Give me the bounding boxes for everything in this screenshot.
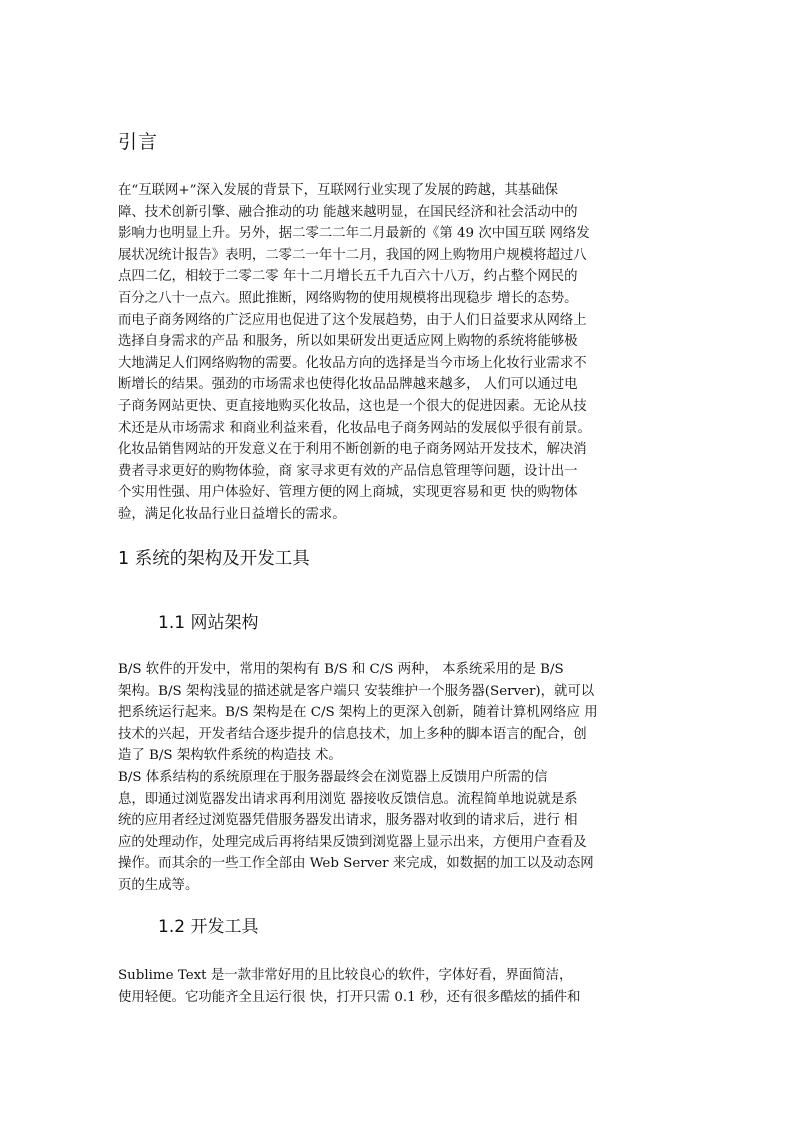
intro-line: 费者寻求更好的购物体验，商 家寻求更有效的产品信息管理等问题，设计出一	[118, 463, 578, 479]
intro-line: 障、技术创新引擎、融合推动的功 能越来越明显，在国民经济和社会活动中的	[118, 204, 578, 220]
intro-line: 影响力也明显上升。另外，据二零二二年二月最新的《第 49 次中国互联 网络发	[118, 226, 590, 242]
intro-line: 展状况统计报告》表明，二零二一年十二月，我国的网上购物用户规模将超过八	[118, 247, 587, 263]
intro-line: 而电子商务网络的广泛应用也促进了这个发展趋势，由于人们日益要求从网络上	[118, 312, 587, 328]
intro-line: 子商务网站更快、更直接地购买化妆品，这也是一个很大的促进因素。无论从技	[118, 398, 587, 414]
section-1-heading: 1 系统的架构及开发工具	[118, 549, 310, 569]
intro-line: 断增长的结果。强劲的市场需求也使得化妆品品牌越来越多， 人们可以通过电	[118, 377, 578, 393]
section-1-1-heading: 1.1 网站架构	[158, 613, 259, 633]
intro-heading: 引言	[118, 131, 159, 153]
section-1-1-p2-line: 操作。而其余的一些工作全部由 Web Server 来完成，如数据的加工以及动态网	[118, 856, 594, 872]
section-1-1-p1-line: 架构。B/S 架构浅显的描述就是客户端只 安装维护一个服务器(Server)，就可以	[118, 683, 595, 699]
section-1-1-p2-line: 息，即通过浏览器发出请求再利用浏览 器接收反馈信息。流程简单地说就是系	[118, 791, 578, 807]
intro-line: 大地满足人们网络购物的需要。化妆品方向的选择是当今市场上化妆行业需求不	[118, 355, 587, 371]
intro-line: 百分之八十一点六。照此推断，网络购物的使用规模将出现稳步 增长的态势。	[118, 290, 578, 306]
section-1-2-line: Sublime Text 是一款非常好用的且比较良心的软件，字体好看，界面简洁，	[118, 968, 573, 983]
intro-line: 化妆品销售网站的开发意义在于利用不断创新的电子商务网站开发技术，解决消	[118, 442, 587, 458]
section-1-1-p1-line: B/S 软件的开发中，常用的架构有 B/S 和 C/S 两种， 本系统采用的是 B/S	[118, 662, 564, 677]
intro-line: 验，满足化妆品行业日益增长的需求。	[118, 506, 346, 522]
section-1-1-p1-line: 造了 B/S 架构软件系统的构造技 术。	[118, 748, 342, 764]
intro-line: 选择自身需求的产品 和服务，所以如果研发出更适应网上购物的系统将能够极	[118, 334, 578, 350]
section-1-1-paragraph-1	[118, 659, 674, 767]
intro-line: 点四二亿，相较于二零二零 年十二月增长五千九百六十八万，约占整个网民的	[118, 269, 578, 285]
intro-paragraph	[118, 180, 674, 526]
section-1-1-p2-line: 统的应用者经过浏览器凭借服务器发出请求，服务器对收到的请求后，进行 相	[118, 813, 578, 829]
section-1-1-p2-line: 页的生成等。	[118, 877, 199, 893]
intro-line: 术还是从市场需求 和商业利益来看，化妆品电子商务网站的发展似乎很有前景。	[118, 420, 591, 436]
section-1-1-p2-line: B/S 体系结构的系统原理在于服务器最终会在浏览器上反馈用户所需的信	[118, 770, 548, 785]
intro-line: 在“互联网+”深入发展的背景下，互联网行业实现了发展的跨越，其基础保	[118, 183, 559, 198]
section-1-1-p2-line: 应的处理动作，处理完成后再将结果反馈到浏览器上显示出来，方便用户查看及	[118, 834, 587, 850]
section-1-2-heading: 1.2 开发工具	[158, 917, 259, 937]
section-1-1-paragraph-2	[118, 767, 674, 897]
section-1-2-line: 使用轻便。它功能齐全且运行很 快，打开只需 0.1 秒，还有很多酷炫的插件和	[118, 989, 581, 1005]
intro-line: 个实用性强、用户体验好、管理方便的网上商城，实现更容易和更 快的购物体	[118, 485, 578, 501]
section-1-2-paragraph	[118, 965, 674, 1008]
section-1-1-p1-line: 技术的兴起，开发者结合逐步提升的信息技术，加上多种的脚本语言的配合，创	[118, 726, 587, 742]
section-1-1-p1-line: 把系统运行起来。B/S 架构是在 C/S 架构上的更深入创新，随着计算机网络应 用	[118, 705, 598, 721]
